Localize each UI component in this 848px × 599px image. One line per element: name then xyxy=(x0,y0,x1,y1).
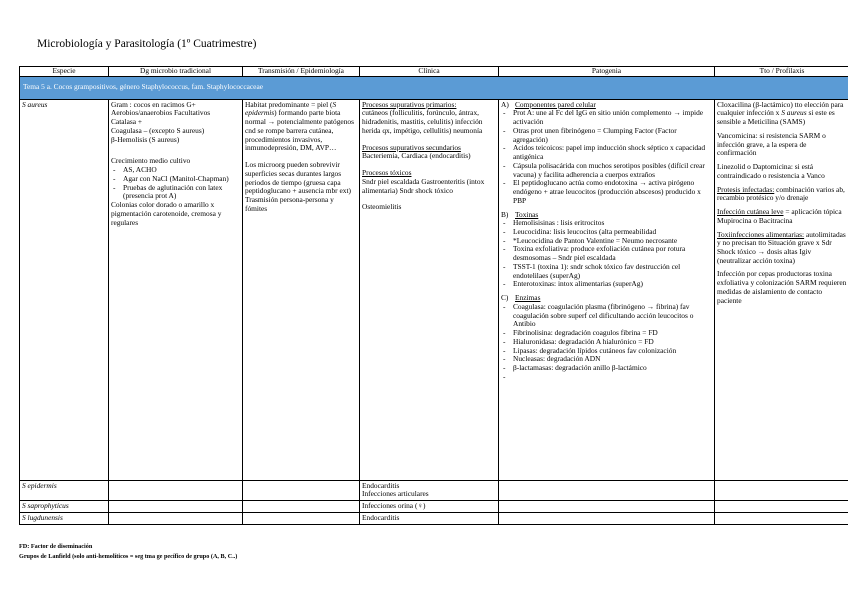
culture-item: - AS, ACHO xyxy=(123,166,240,175)
footnote-fd: FD: Factor de diseminación xyxy=(19,543,93,550)
topic-band-text: Tema 5 a. Cocos grampositivos, género Staphylococcus, fam. Staphylococcaceae xyxy=(20,76,848,99)
clinic-text: Infecciones orina (♀) xyxy=(362,501,426,511)
header-species: Especie xyxy=(20,67,109,77)
culture-item: - Agar con NaCl (Manitol-Chapman) xyxy=(123,175,240,184)
dg-line: Aerobios/anaerobios Facultativos xyxy=(111,108,211,118)
header-row xyxy=(20,67,848,77)
section-c-title: C) Enzimas xyxy=(501,293,541,303)
pathogenesis-item: - TSST-1 (toxina 1): sndr schok tóxico fav destrucción cel endotelilaes (superAg) xyxy=(513,263,712,280)
header-dg: Dg microbio tradicional xyxy=(109,67,243,77)
pathogenesis-item: - *Leucocidina de Panton Valentine = Neumo necrosante xyxy=(513,237,712,246)
pathogenesis-item: - Nucleasas: degradación ADN xyxy=(513,355,712,364)
species-name: S epidermis xyxy=(20,480,109,500)
treatment-text: Linezolid o Daptomicina: si está contraindicado o resistencia a Vanco xyxy=(717,162,825,180)
survival-text: Los microorg pueden sobrevivir superficies secas durantes largos periodos de tiempo (gruesa capa peptidoglucano + ausencia mbr ext) xyxy=(245,160,351,196)
section-a-title: A) Componentes pared celular xyxy=(501,99,596,109)
species-name: S aureus xyxy=(22,99,48,109)
section-b-list xyxy=(501,219,712,289)
clinic-text: Endocarditis xyxy=(362,512,400,522)
topic-band xyxy=(20,76,848,99)
culture-title: Crecimiento medio cultivo xyxy=(111,156,191,166)
species-name: S lugdunensis xyxy=(20,512,109,524)
row-s-epidermis xyxy=(20,480,848,500)
header-pathogenesis: Patogenia xyxy=(499,67,715,77)
summary-table xyxy=(19,66,848,525)
dg-line: β-Hemolisis (S aureus) xyxy=(111,134,180,144)
footnote-lanfield: Grupos de Lanfield (solo anti-hemolíticos = seg tma ge pecífico de grupo (A, B, C..) xyxy=(19,553,238,560)
culture-item: - Pruebas de aglutinación con latex (presencia prot A) xyxy=(123,184,240,201)
pathogenesis-item: - Acidos teicoicos: papel imp inducción shock séptico x capacidad antigénica xyxy=(513,144,712,161)
pathogenesis-item: - Hemolisisinas : lisis eritrocitos xyxy=(513,219,712,228)
dg-line: Catalasa + xyxy=(111,117,143,127)
transmission-cell xyxy=(243,99,360,480)
clinic-text: Endocarditis xyxy=(362,480,400,490)
dg-line: Coagulasa – (excepto S aureus) xyxy=(111,125,205,135)
habitat-text: Habitat predominante = piel (S epidermis) formando parte biota normal → potencialmente patógenos cnd se rompe barrera cutánea, procedimientos invasivos, inmunodepresión, DM, AVP… xyxy=(245,99,354,153)
clinic-heading: Procesos tóxicos xyxy=(362,168,412,178)
species-name: S saprophyticus xyxy=(20,501,109,513)
treatment-cell xyxy=(715,99,848,480)
row-s-saprophyticus xyxy=(20,501,848,513)
clinic-text: Osteomielitis xyxy=(362,202,402,212)
pathogenesis-item: - Prot A: une al Fc del IgG en sitio unión complemento → impide activación xyxy=(513,109,712,126)
colony-description: Colonias color dorado o amarillo x pigmentación carotenoide, cremosa y regulares xyxy=(111,200,222,227)
culture-list xyxy=(111,166,240,201)
pathogenesis-item: - Coagulasa: coagulación plasma (fibrinógeno → fibrina) fav coagulación sobre superf cel dificultando acción leucocitos o Antibio xyxy=(513,303,712,329)
pathogenesis-cell xyxy=(499,99,715,480)
pathogenesis-item: - Otras prot unen fibrinógeno = Clumping Factor (Factor agregación) xyxy=(513,127,712,144)
dg-cell xyxy=(109,99,243,480)
page-title: Microbiología y Parasitología (1º Cuatrimestre) xyxy=(37,38,257,50)
section-a-list xyxy=(501,109,712,205)
clinic-text: Sndr piel escaldada Gastroenteritis (intox alimentaria) Sndr shock tóxico xyxy=(362,176,485,195)
pathogenesis-item: - Cápsula polisacárida con muchos serotipos posibles (difícil crear vacuna) y facilita adherencia a cuerpos extraños xyxy=(513,162,712,179)
treatment-text: Toxiinfecciones alimentarias: autolimitadas y no precisan tto Situación grave x Sdr Shock tóxico → dosis altas Igiv (neutralizar acción toxina) xyxy=(717,229,846,265)
header-transmission: Transmisión / Epidemiología xyxy=(243,67,360,77)
clinic-cell xyxy=(360,501,499,513)
section-b-title: B) Toxinas xyxy=(501,209,539,219)
pathogenesis-item: - Leucocidina: lisis leucocitos (alta permeabilidad xyxy=(513,228,712,237)
treatment-text: Vancomicina: si resistencia SARM o infección grave, a la espera de confirmación xyxy=(717,130,826,158)
clinic-cell xyxy=(360,99,499,480)
header-treatment: Tto / Profilaxis xyxy=(715,67,848,77)
pathogenesis-item: - Lipasas: degradación lípidos cutáneos fav colonización xyxy=(513,347,712,356)
clinic-heading: Procesos supurativos primarios: xyxy=(362,99,457,109)
treatment-text: Infección cutánea leve = aplicación tópica Mupirocina o Bacitracina xyxy=(717,207,842,225)
clinic-text: cutáneos (folliculitis, forúnculo, ántrax, hidradenitis, mastitis, celulitis) infección herida qx, impétigo, cellulitis) neumonía xyxy=(362,108,483,135)
clinic-text: Bacteriemia, Cardiaca (endocarditis) xyxy=(362,151,471,161)
clinic-heading: Procesos supurativos secundarios xyxy=(362,142,461,152)
transmission-text: Trasmisión persona-persona y fómites xyxy=(245,195,334,213)
clinic-cell xyxy=(360,480,499,500)
section-c-list xyxy=(501,303,712,373)
dg-line: Gram : cocos en racimos G+ xyxy=(111,99,196,109)
species-cell xyxy=(20,99,109,480)
pathogenesis-item: - β-lactamasas: degradación anillo β-lactámico xyxy=(513,364,712,373)
row-s-aureus xyxy=(20,99,848,480)
header-clinic: Clínica xyxy=(360,67,499,77)
pathogenesis-item: - Enterotoxinas: intox alimentarias (superAg) xyxy=(513,280,712,289)
pathogenesis-item: - Toxina exfoliativa: produce exfoliación cutánea por rotura desmosomas – Sndr piel escaldada xyxy=(513,245,712,262)
clinic-cell xyxy=(360,512,499,524)
row-s-lugdunensis xyxy=(20,512,848,524)
treatment-text: Cloxacilina (β-lactámico) tto elección para cualquier infección x S aureus si este es sensible a Meticilina (SAMS) xyxy=(717,99,844,127)
treatment-text: Infección por cepas productoras toxina exfoliativa y colonización SARM requieren medidas de aislamiento de contacto paciente xyxy=(717,269,847,305)
treatment-text: Protesis infectadas: combinación varios ab, recambio protésico y/o drenaje xyxy=(717,184,845,203)
pathogenesis-item: - El peptidoglucano actúa como endotoxina → activa pirógeno endógeno + atrae leucocitos (producción abscesos) producido x PBP xyxy=(513,179,712,205)
pathogenesis-item: - Hialuronidasa: degradación A hialurónico = FD xyxy=(513,338,712,347)
clinic-text: Infecciones articulares xyxy=(362,489,429,499)
pathogenesis-item: - Fibrinolisina: degradación coagulos fibrina = FD xyxy=(513,329,712,338)
